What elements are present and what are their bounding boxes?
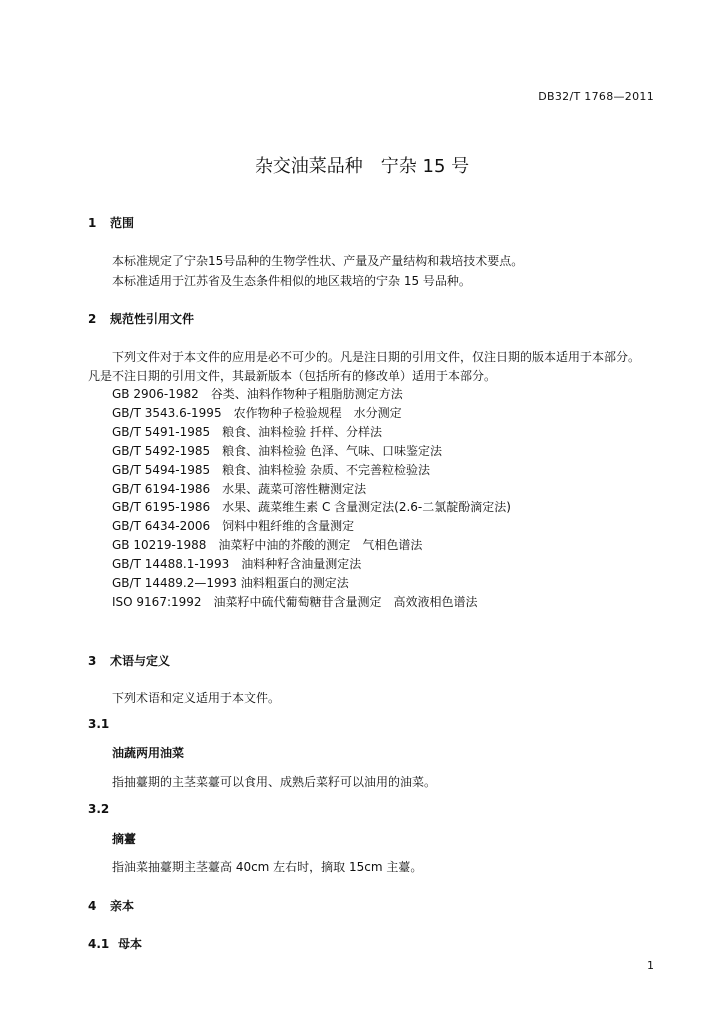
paragraph: 凡是不注日期的引用文件，其最新版本（包括所有的修改单）适用于本部分。 <box>88 369 497 383</box>
section-3-heading <box>88 652 170 669</box>
section-number: 3 <box>88 654 97 668</box>
section-title: 术语与定义 <box>110 654 171 668</box>
reference-item: GB/T 3543.6-1995 农作物种子检验规程 水分测定 <box>112 406 402 420</box>
reference-item: GB/T 5494-1985 粮食、油料检验 杂质、不完善粒检验法 <box>112 463 430 477</box>
reference-item: GB/T 14489.2—1993 油料粗蛋白的测定法 <box>112 576 349 590</box>
reference-item: GB/T 6195-1986 水果、蔬菜维生素 C 含量测定法(2.6-二氯靛酚滴定法) <box>112 500 511 514</box>
standard-code: DB32/T 1768—2011 <box>538 90 654 103</box>
subsection-number: 3.2 <box>88 802 110 816</box>
section-title: 规范性引用文件 <box>110 312 195 326</box>
section-title: 亲本 <box>110 899 135 913</box>
subsection-title: 母本 <box>118 937 143 951</box>
section-number: 4 <box>88 899 97 913</box>
subsection-number: 4.1 <box>88 937 110 951</box>
reference-item: GB/T 14488.1-1993 油料种籽含油量测定法 <box>112 557 362 571</box>
term-name: 油蔬两用油菜 <box>112 746 185 760</box>
section-2-heading <box>88 310 194 327</box>
paragraph: 下列文件对于本文件的应用是必不可少的。凡是注日期的引用文件，仅注日期的版本适用于本部分。 <box>112 350 641 364</box>
reference-item: ISO 9167:1992 油菜籽中硫代葡萄糖苷含量测定 高效液相色谱法 <box>112 595 478 609</box>
paragraph: 下列术语和定义适用于本文件。 <box>112 691 281 705</box>
paragraph: 本标准规定了宁杂15号品种的生物学性状、产量及产量结构和栽培技术要点。 <box>112 254 524 268</box>
reference-item: GB/T 5491-1985 粮食、油料检验 扦样、分样法 <box>112 425 382 439</box>
document-title: 杂交油菜品种 宁杂 15 号 <box>254 156 470 177</box>
subsection-number: 3.1 <box>88 717 110 731</box>
section-4-heading <box>88 897 134 914</box>
page-number: 1 <box>647 959 654 972</box>
term-definition: 指抽薹期的主茎菜薹可以食用、成熟后菜籽可以油用的油菜。 <box>112 775 437 789</box>
subsection-4-1-heading <box>88 935 142 952</box>
section-number: 1 <box>88 216 97 230</box>
reference-item: GB/T 6194-1986 水果、蔬菜可溶性糖测定法 <box>112 482 367 496</box>
section-title: 范围 <box>110 216 135 230</box>
reference-item: GB 2906-1982 谷类、油料作物种子粗脂肪测定方法 <box>112 387 403 401</box>
reference-item: GB/T 5492-1985 粮食、油料检验 色泽、气味、口味鉴定法 <box>112 444 442 458</box>
term-name: 摘薹 <box>112 832 137 846</box>
paragraph: 本标准适用于江苏省及生态条件相似的地区栽培的宁杂 15 号品种。 <box>112 274 471 288</box>
term-definition: 指油菜抽薹期主茎薹高 40cm 左右时，摘取 15cm 主薹。 <box>112 860 423 874</box>
reference-item: GB 10219-1988 油菜籽中油的芥酸的测定 气相色谱法 <box>112 538 423 552</box>
section-1-heading <box>88 214 134 231</box>
section-number: 2 <box>88 312 97 326</box>
reference-item: GB/T 6434-2006 饲料中粗纤维的含量测定 <box>112 519 355 533</box>
